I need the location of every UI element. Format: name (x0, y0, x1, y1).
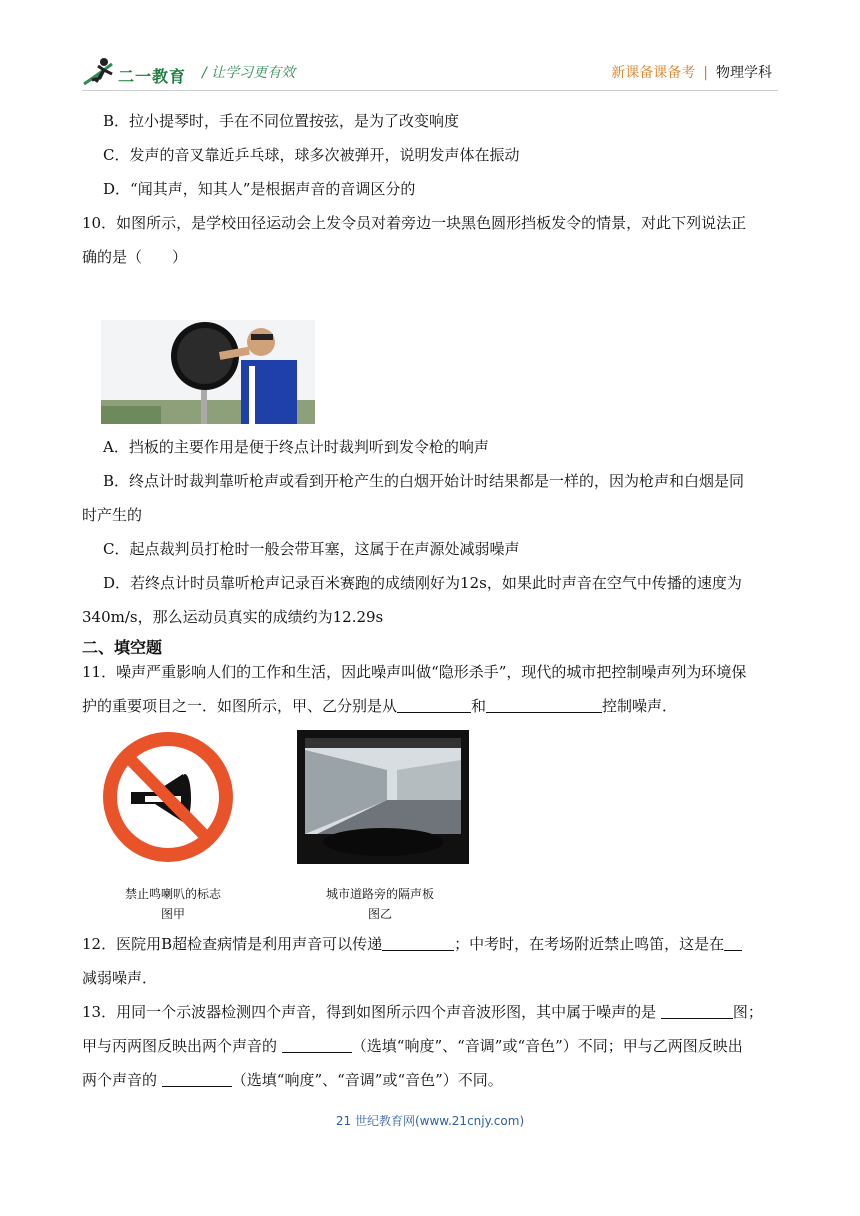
fig-b-caption: 城市道路旁的隔声板 (325, 887, 434, 901)
q11-text-b: 和 (471, 697, 487, 715)
sound-barrier-photo (297, 730, 469, 864)
fig-a-label: 图甲 (160, 907, 185, 921)
q11-stem-line1: 11．噪声严重影响人们的工作和生活，因此噪声叫做“隐形杀手”，现代的城市把控制噪声列为环境保 (82, 663, 747, 681)
q13-stem-line3 (82, 1070, 503, 1090)
q10-stem-line1: 10．如图所示，是学校田径运动会上发令员对着旁边一块黑色圆形挡板发令的情景，对此下列说法正 (82, 214, 747, 232)
q13-text-c: 甲与丙两图反映出两个声音的 (82, 1037, 282, 1055)
page-header (0, 0, 860, 95)
q10-option-c: C．起点裁判员打枪时一般会带耳塞，这属于在声源处减弱噪声 (103, 540, 520, 558)
q12-stem-line2: 减弱噪声． (82, 969, 158, 987)
fig-b-label: 图乙 (367, 907, 392, 921)
section-title: 二、填空题 (82, 638, 163, 657)
q13-blank-1[interactable] (661, 1003, 733, 1019)
q11-text-c: 控制噪声． (602, 697, 678, 715)
slogan: / 让学习更有效 (202, 65, 296, 81)
q9-option-c: C．发声的音叉靠近乒乓球，球多次被弹开，说明发声体在振动 (103, 146, 520, 164)
header-right (611, 62, 772, 82)
logo-text: 二一教育 (118, 67, 187, 86)
q10-stem-line2: 确的是（ ） (82, 248, 188, 266)
q11-text-a: 护的重要项目之一．如图所示，甲、乙分别是从 (82, 697, 398, 715)
q11-blank-1[interactable] (397, 697, 471, 713)
q10-option-a: A．挡板的主要作用是便于终点计时裁判听到发令枪的响声 (103, 438, 489, 456)
page-footer: 21 世纪教育网(www.21cnjy.com) (335, 1114, 525, 1128)
q11-blank-2[interactable] (486, 697, 602, 713)
q12-text-b: ；中考时，在考场附近禁止鸣笛，这是在 (454, 935, 725, 953)
q12-blank-2[interactable] (724, 935, 742, 951)
q13-text-a: 13．用同一个示波器检测四个声音，得到如图所示四个声音波形图，其中属于噪声的是 (82, 1003, 661, 1021)
header-label: 新课备课备考 (611, 65, 696, 81)
starter-photo (101, 320, 315, 424)
q12-stem-line1 (82, 934, 742, 954)
fig-a-caption: 禁止鸣喇叭的标志 (124, 887, 221, 901)
q13-stem-line2 (82, 1036, 743, 1056)
q11-stem-line2 (82, 696, 677, 716)
q12-blank-1[interactable] (382, 935, 454, 951)
no-horn-sign-icon (103, 730, 233, 864)
q13-text-d: （选填“响度”、“音调”或“音色”）不同；甲与乙两图反映出 (351, 1037, 743, 1055)
header-divider (82, 90, 778, 91)
q9-option-b: B．拉小提琴时，手在不同位置按弦，是为了改变响度 (103, 112, 460, 130)
q12-text-a: 12．医院用B超检查病情是利用声音可以传递 (82, 935, 383, 953)
header-subject: 物理学科 (716, 65, 772, 81)
q13-text-e: 两个声音的 (82, 1071, 162, 1089)
q13-text-f: （选填“响度”、“音调”或“音色”）不同。 (231, 1071, 503, 1089)
q9-option-d: D．“闻其声，知其人”是根据声音的音调区分的 (103, 180, 416, 198)
q13-blank-2[interactable] (282, 1037, 352, 1053)
q13-text-b: 图； (732, 1003, 763, 1021)
q13-blank-3[interactable] (162, 1071, 232, 1087)
q13-stem-line1 (82, 1002, 763, 1022)
q10-option-d-line1: D．若终点计时员靠听枪声记录百米赛跑的成绩刚好为12s，如果此时声音在空气中传播的速度为 (103, 574, 742, 592)
q10-option-b-line1: B．终点计时裁判靠听枪声或看到开枪产生的白烟开始计时结果都是一样的，因为枪声和白烟是同 (103, 472, 745, 490)
header-separator: | (703, 65, 708, 81)
q10-option-b-line2: 时产生的 (82, 506, 143, 524)
q10-option-d-line2: 340m/s，那么运动员真实的成绩约为12.29s (82, 608, 384, 626)
